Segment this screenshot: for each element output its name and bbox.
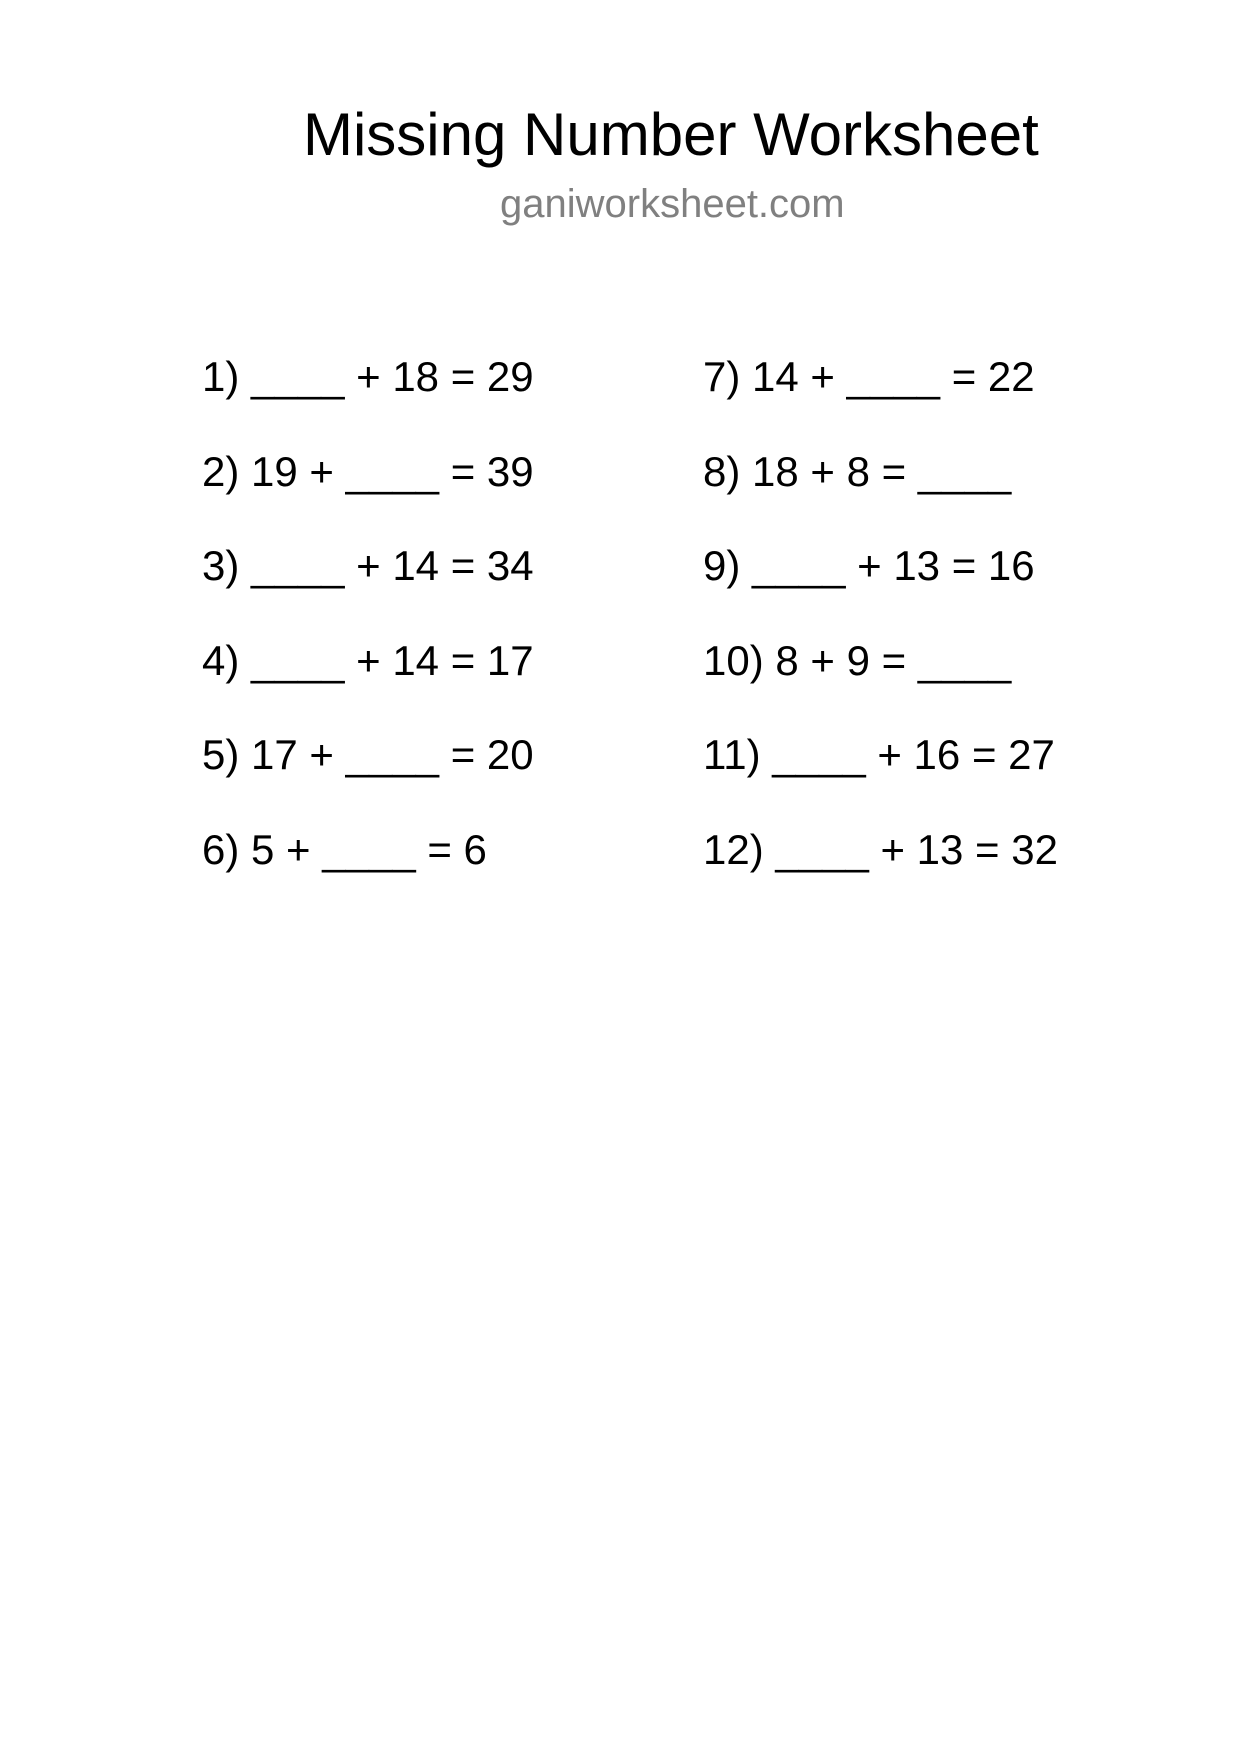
problem-8: 8) 18 + 8 = ____ (703, 448, 1012, 495)
problem-1: 1) ____ + 18 = 29 (202, 353, 534, 400)
problem-12: 12) ____ + 13 = 32 (703, 826, 1058, 873)
problem-9: 9) ____ + 13 = 16 (703, 542, 1035, 589)
problem-5: 5) 17 + ____ = 20 (202, 731, 534, 778)
problem-7: 7) 14 + ____ = 22 (703, 353, 1035, 400)
problem-2: 2) 19 + ____ = 39 (202, 448, 534, 495)
problem-11: 11) ____ + 16 = 27 (703, 731, 1055, 778)
problem-4: 4) ____ + 14 = 17 (202, 637, 534, 684)
problem-3: 3) ____ + 14 = 34 (202, 542, 534, 589)
problem-10: 10) 8 + 9 = ____ (703, 637, 1012, 684)
site-url: ganiworksheet.com (500, 182, 845, 226)
page-title: Missing Number Worksheet (303, 101, 1039, 168)
problem-6: 6) 5 + ____ = 6 (202, 826, 487, 873)
